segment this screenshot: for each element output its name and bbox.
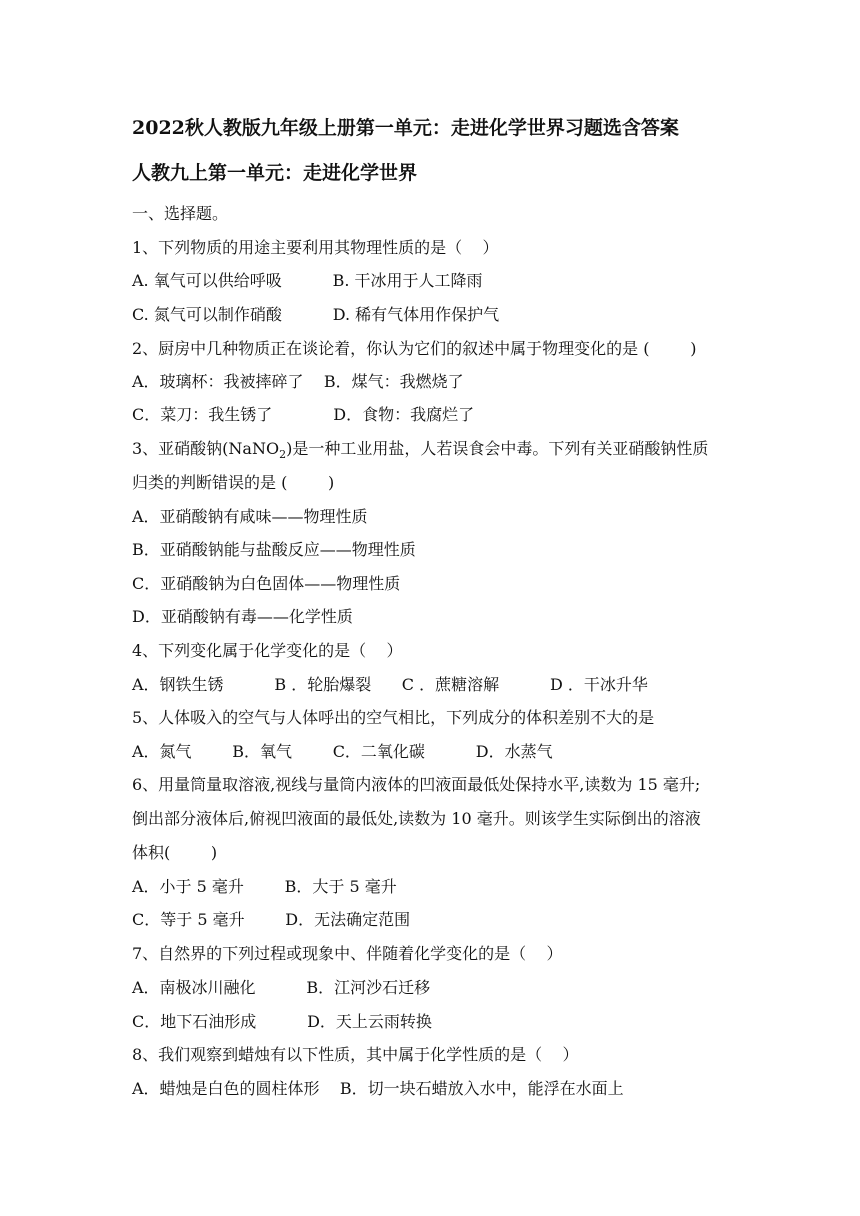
- section-heading: 一、选择题。: [132, 204, 229, 223]
- question-options: C．地下石油形成 D．天上云雨转换: [132, 1012, 432, 1031]
- question-options: A．蜡烛是白色的圆柱体形 B．切一块石蜡放入水中，能浮在水面上: [132, 1079, 624, 1098]
- question-stem: 倒出部分液体后,俯视凹液面的最低处,读数为 10 毫升。则该学生实际倒出的溶液: [132, 809, 701, 828]
- question-options: A．亚硝酸钠有咸味——物理性质: [132, 507, 368, 526]
- question-stem: 7、自然界的下列过程或现象中、伴随着化学变化的是（ ）: [132, 944, 563, 963]
- document-subtitle: 人教九上第一单元：走进化学世界: [132, 162, 418, 184]
- question-stem: 6、用量筒量取溶液,视线与量筒内液体的凹液面最低处保持水平,读数为 15 毫升;: [132, 775, 701, 794]
- question-stem: 5、人体吸入的空气与人体呼出的空气相比，下列成分的体积差别不大的是: [132, 708, 655, 727]
- subscript: 2: [279, 448, 287, 461]
- question-stem-text: )是一种工业用盐，人若误食会中毒。下列有关亚硝酸钠性质: [286, 439, 709, 458]
- question-options: C．亚硝酸钠为白色固体——物理性质: [132, 574, 401, 593]
- question-options: C. 氮气可以制作硝酸 D. 稀有气体用作保护气: [132, 305, 500, 324]
- question-stem: 1、下列物质的用途主要利用其物理性质的是（ ）: [132, 238, 499, 257]
- question-stem: 4、下列变化属于化学变化的是（ ）: [132, 641, 403, 660]
- question-options: A．小于 5 毫升 B．大于 5 毫升: [132, 877, 397, 896]
- question-options: A．氮气 B．氧气 C．二氧化碳 D．水蒸气: [132, 742, 553, 761]
- question-stem: [132, 438, 708, 460]
- question-stem: 归类的判断错误的是 ( ): [132, 473, 335, 492]
- question-options: B．亚硝酸钠能与盐酸反应——物理性质: [132, 540, 416, 559]
- question-options: A．南极冰川融化 B．江河沙石迁移: [132, 978, 431, 997]
- document-title: 2022秋人教版九年级上册第一单元：走进化学世界习题选含答案: [132, 117, 679, 139]
- question-options: D．亚硝酸钠有毒——化学性质: [132, 607, 353, 626]
- question-options: C．等于 5 毫升 D．无法确定范围: [132, 910, 411, 929]
- question-options: A．钢铁生锈 B ．轮胎爆裂 C ．蔗糖溶解 D ．干冰升华: [132, 675, 648, 694]
- question-stem-text: 3、亚硝酸钠(NaNO: [132, 439, 280, 458]
- question-options: C．菜刀：我生锈了 D．食物：我腐烂了: [132, 405, 475, 424]
- question-stem: 2、厨房中几种物质正在谈论着，你认为它们的叙述中属于物理变化的是 ( ): [132, 339, 697, 358]
- question-options: A. 氧气可以供给呼吸 B. 干冰用于人工降雨: [132, 271, 483, 290]
- question-options: A．玻璃杯：我被摔碎了 B．煤气：我燃烧了: [132, 372, 464, 391]
- question-stem: 体积( ): [132, 843, 218, 862]
- question-stem: 8、我们观察到蜡烛有以下性质，其中属于化学性质的是（ ）: [132, 1045, 579, 1064]
